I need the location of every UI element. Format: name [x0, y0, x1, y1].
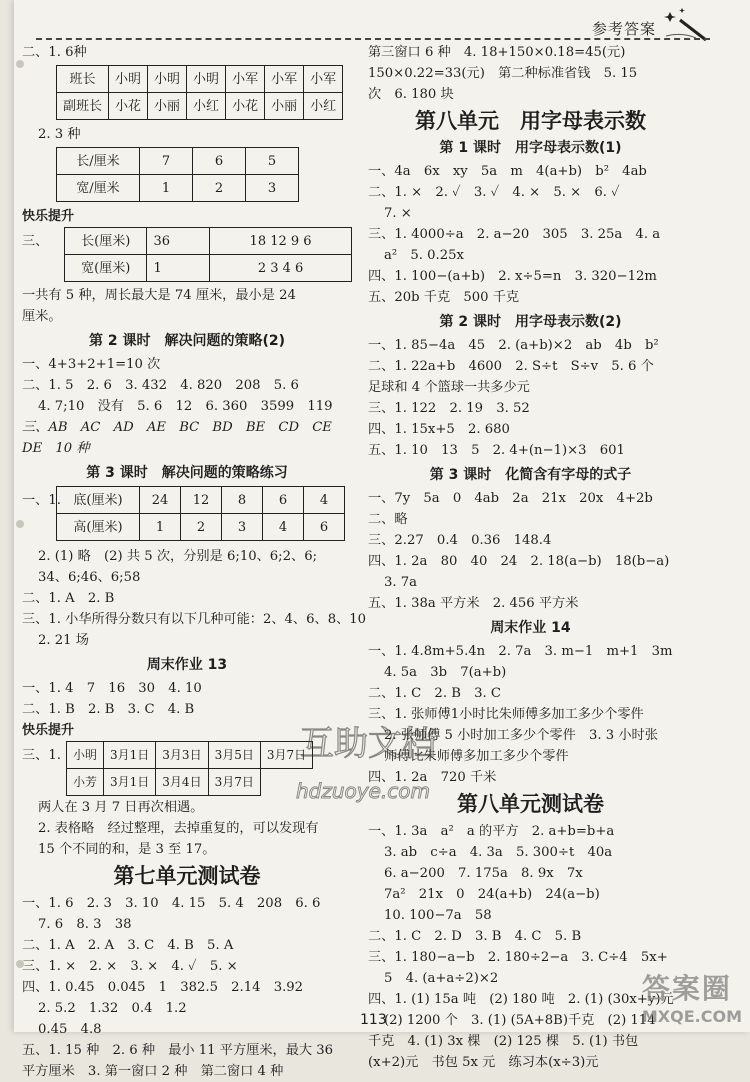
page-number: 113: [360, 1012, 387, 1028]
answer-line: 平方厘米 3. 第一窗口 2 种 第二窗口 4 种: [22, 1064, 284, 1079]
answer-line: 二、1. 6种: [22, 45, 87, 60]
table-cell: 小明: [187, 66, 226, 93]
answer-line: 150×0.22=33(元) 第二种标准省钱 5. 15: [368, 66, 638, 81]
answer-line: 两人在 3 月 7 日再次相遇。: [38, 800, 204, 815]
table-cell: 小芳: [67, 769, 104, 796]
answer-line: 三、1.: [22, 748, 61, 763]
answer-line: (2) 1200 个 3. (1) (5A+8B)千克 (2) 114: [384, 1013, 656, 1028]
table-cell: 底(厘米): [57, 487, 140, 514]
table-cell: 18 12 9 6: [210, 228, 352, 255]
table-cell: 小军: [265, 66, 304, 93]
table-cell: 12: [181, 487, 222, 514]
table-cell: 小红: [304, 93, 343, 120]
watermark-scribble-icon: [290, 700, 480, 820]
answer-line: 二、1. A 2. A 3. C 4. B 5. A: [22, 938, 234, 953]
table-cell: 小军: [226, 66, 265, 93]
table-cell: 副班长: [57, 93, 109, 120]
answer-line: 34、6;46、6;58: [38, 570, 141, 585]
answer-line: 0.45 4.8: [38, 1022, 102, 1037]
answer-line: 四、1. 15x+5 2. 680: [368, 422, 510, 437]
table-cell: 3月1日: [104, 742, 156, 769]
table-cell: 2: [181, 514, 222, 541]
header-tab: [562, 10, 712, 40]
section-heading: 快乐提升: [22, 723, 75, 738]
table-cell: 班长: [57, 66, 109, 93]
table-cell: 1: [140, 514, 181, 541]
meeting-date-table: [66, 741, 313, 796]
answer-line: 3. ab c÷a 4. 3a 5. 300÷t 40a: [384, 845, 613, 860]
lesson-title: 第 1 课时 用字母表示数(1): [439, 140, 622, 156]
answer-line: 7. ×: [384, 206, 412, 221]
answer-line: 三、1. 小华所得分数只有以下几种可能：2、4、6、8、10: [22, 612, 367, 627]
unit-title: 第八单元测试卷: [457, 792, 604, 816]
answer-line: 二、1. C 2. B 3. C: [368, 686, 501, 701]
answer-line: 一共有 5 种，周长最大是 74 厘米，最小是 24: [22, 288, 296, 303]
answer-line: 一、1. 3a a² a 的平方 2. a+b=b+a: [368, 824, 615, 839]
lesson-title: 第 2 课时 用字母表示数(2): [439, 314, 622, 330]
table-cell: 小花: [109, 93, 148, 120]
table-cell: 长(厘米): [65, 228, 147, 255]
answer-line: 五、1. 38a 平方米 2. 456 平方米: [368, 596, 579, 611]
answer-line: 5 4. (a+a÷2)×2: [384, 971, 499, 986]
answer-line: 二、1. A 2. B: [22, 591, 115, 606]
answer-line: 二、略: [368, 512, 408, 527]
answer-line: 千克 4. (1) 3x 棵 (2) 125 棵 5. (1) 书包: [368, 1034, 639, 1049]
table-cell: 高(厘米): [57, 514, 140, 541]
answer-line: 厘米。: [22, 309, 62, 324]
table-cell: 1: [140, 175, 193, 202]
corner-watermark: [642, 967, 742, 1026]
answer-line: 10. 100−7a 58: [384, 908, 492, 923]
table-cell: 小明: [148, 66, 187, 93]
answer-line: 四、1. 2a 720 千米: [368, 770, 497, 785]
answer-line: 3. 7a: [384, 575, 418, 590]
lesson-title: 周末作业 14: [490, 620, 571, 636]
answer-line: 一、1. 6 2. 3 3. 10 4. 15 5. 4 208 6. 6: [22, 896, 321, 911]
table-cell: 3: [246, 175, 299, 202]
length-width-table: [56, 147, 299, 202]
table-cell: 小花: [226, 93, 265, 120]
answer-line: 四、1. 0.45 0.045 1 382.5 2.14 3.92: [22, 980, 304, 995]
watermark-cn-text: 互助文档: [300, 724, 436, 764]
answer-line: 4. 7;10 没有 5. 6 12 6. 360 3599 119: [38, 399, 333, 414]
table-cell: 3月3日: [156, 742, 208, 769]
answer-line: 4. 5a 3b 7(a+b): [384, 665, 507, 680]
answer-line: 三、: [22, 234, 49, 249]
answer-line: 三、2.27 0.4 0.36 148.4: [368, 533, 552, 548]
table-cell: 24: [140, 487, 181, 514]
class-leader-table: [56, 65, 343, 120]
answer-line: 三、1. 180−a−b 2. 180÷2−a 3. C÷4 5x+: [368, 950, 668, 965]
unit-title: 第八单元 用字母表示数: [415, 109, 646, 133]
table-cell: 宽(厘米): [65, 255, 147, 282]
answer-line: 三、1. 4000÷a 2. a−20 305 3. 25a 4. a: [368, 227, 661, 242]
answer-line: 2. 张师傅 5 小时加工多少个零件 3. 3 小时张: [384, 728, 658, 743]
answer-line: a² 5. 0.25x: [384, 248, 464, 263]
section-heading: 快乐提升: [22, 209, 75, 224]
lesson-title: 第 2 课时 解决问题的策略(2): [88, 333, 286, 349]
table-cell: 长/厘米: [57, 148, 140, 175]
table-cell: 36: [147, 228, 210, 255]
lesson-title: 第 3 课时 解决问题的策略练习: [86, 465, 288, 481]
answer-line: 15 个不同的和，是 3 至 17。: [38, 842, 216, 857]
rectangle-table: [64, 227, 352, 282]
table-cell: 小明: [109, 66, 148, 93]
answer-line: 四、1. 100−(a+b) 2. x÷5=n 3. 320−12m: [368, 269, 657, 284]
answer-line: 三、1. 张师傅1小时比朱师傅多加工多少个零件: [368, 707, 644, 722]
answer-line: 7. 6 8. 3 38: [38, 917, 132, 932]
table-cell: 4: [263, 514, 304, 541]
answer-line: 三、1. 122 2. 19 3. 52: [368, 401, 530, 416]
page-header-title: 参考答案: [591, 20, 656, 38]
answer-line: 足球和 4 个篮球一共多少元: [368, 380, 530, 395]
answer-line: 2. 21 场: [38, 633, 89, 648]
table-cell: 小丽: [148, 93, 187, 120]
answer-line: 一、1. 85−4a 45 2. (a+b)×2 ab 4b b²: [368, 338, 659, 353]
answer-line: 2. 表格略 经过整理，去掉重复的，可以发现有: [38, 821, 319, 836]
table-cell: 小红: [187, 93, 226, 120]
magic-wand-icon: [662, 6, 712, 42]
table-cell: 5: [246, 148, 299, 175]
answer-line: 二、1. 22a+b 4600 2. S÷t S÷v 5. 6 个: [368, 359, 654, 374]
table-cell: 2 3 4 6: [210, 255, 352, 282]
answer-line: 师傅比朱师傅多加工多少个零件: [384, 749, 569, 764]
table-cell: 3月1日: [104, 769, 156, 796]
answer-line: 次 6. 180 块: [368, 87, 454, 102]
answer-line: 一、1. 4 7 16 30 4. 10: [22, 681, 202, 696]
answer-line: 四、1. 2a 80 40 24 2. 18(a−b) 18(b−a): [368, 554, 670, 569]
table-cell: 6: [193, 148, 246, 175]
table-cell: 小明: [67, 742, 104, 769]
corner-watermark-cn: 答案圈: [641, 972, 732, 1005]
answer-line: 二、1. × 2. ✓ 3. ✓ 4. × 5. × 6. ✓: [368, 185, 620, 200]
answer-line: 7a² 21x 0 24(a+b) 24(a−b): [384, 887, 600, 902]
handwritten-watermark: [290, 700, 480, 824]
answer-line: 2. (1) 略 (2) 共 5 次，分别是 6;10、6;2、6;: [38, 549, 318, 564]
table-cell: 3月4日: [156, 769, 208, 796]
corner-watermark-en: MXQE.COM: [641, 1007, 742, 1026]
watermark-en-text: hdzuoye.com: [296, 779, 430, 803]
answer-line: DE 10 种: [22, 441, 90, 456]
header-divider: [36, 38, 710, 40]
table-cell: 3月7日: [260, 742, 312, 769]
answer-line: 三、AB AC AD AE BC BD BE CD CE: [22, 420, 332, 435]
answer-line: 一、1. 4.8m+5.4n 2. 7a 3. m−1 m+1 3m: [368, 644, 673, 659]
answer-line: 二、1. 5 2. 6 3. 432 4. 820 208 5. 6: [22, 378, 299, 393]
table-cell: 4: [304, 487, 345, 514]
table-cell: 宽/厘米: [57, 175, 140, 202]
answer-line: 五、1. 15 种 2. 6 种 最小 11 平方厘米，最大 36: [22, 1043, 334, 1058]
answer-line: 四、1. (1) 15a 吨 (2) 180 吨 2. (1) (30x+y)元: [368, 992, 674, 1007]
answer-line: (x+2)元 书包 5x 元 练习本(x÷3)元: [368, 1055, 599, 1070]
answer-line: 五、1. 10 13 5 2. 4+(n−1)×3 601: [368, 443, 625, 458]
table-cell: 小军: [304, 66, 343, 93]
unit-title: 第七单元测试卷: [113, 864, 261, 888]
answer-line: 一、4a 6x xy 5a m 4(a+b) b² 4ab: [368, 164, 647, 179]
lesson-title: 周末作业 13: [146, 657, 228, 673]
table-cell: 3: [222, 514, 263, 541]
answer-line: 一、1.: [22, 493, 61, 508]
right-column: [368, 42, 693, 1073]
answer-line: 二、1. C 2. D 3. B 4. C 5. B: [368, 929, 582, 944]
base-height-table: [56, 486, 345, 541]
table-cell: 1: [147, 255, 210, 282]
table-cell: 6: [304, 514, 345, 541]
answer-line: 2. 3 种: [38, 127, 81, 142]
table-cell: 2: [193, 175, 246, 202]
table-cell: 小丽: [265, 93, 304, 120]
table-cell: 8: [222, 487, 263, 514]
table-cell: 3月7日: [208, 769, 260, 796]
answer-line: 三、1. × 2. × 3. × 4. ✓ 5. ×: [22, 959, 238, 974]
answer-line: 五、20b 千克 500 千克: [368, 290, 520, 305]
answer-line: 二、1. B 2. B 3. C 4. B: [22, 702, 195, 717]
table-cell: 7: [140, 148, 193, 175]
table-cell: 3月5日: [208, 742, 260, 769]
answer-line: 6. a−200 7. 175a 8. 9x 7x: [384, 866, 583, 881]
answer-line: 2. 5.2 1.32 0.4 1.2: [38, 1001, 187, 1016]
answer-line: 第三窗口 6 种 4. 18+150×0.18=45(元): [368, 45, 626, 60]
table-cell: 6: [263, 487, 304, 514]
answer-line: 一、4+3+2+1=10 次: [22, 357, 161, 372]
lesson-title: 第 3 课时 化简含有字母的式子: [429, 467, 632, 483]
answer-line: 一、7y 5a 0 4ab 2a 21x 20x 4+2b: [368, 491, 653, 506]
